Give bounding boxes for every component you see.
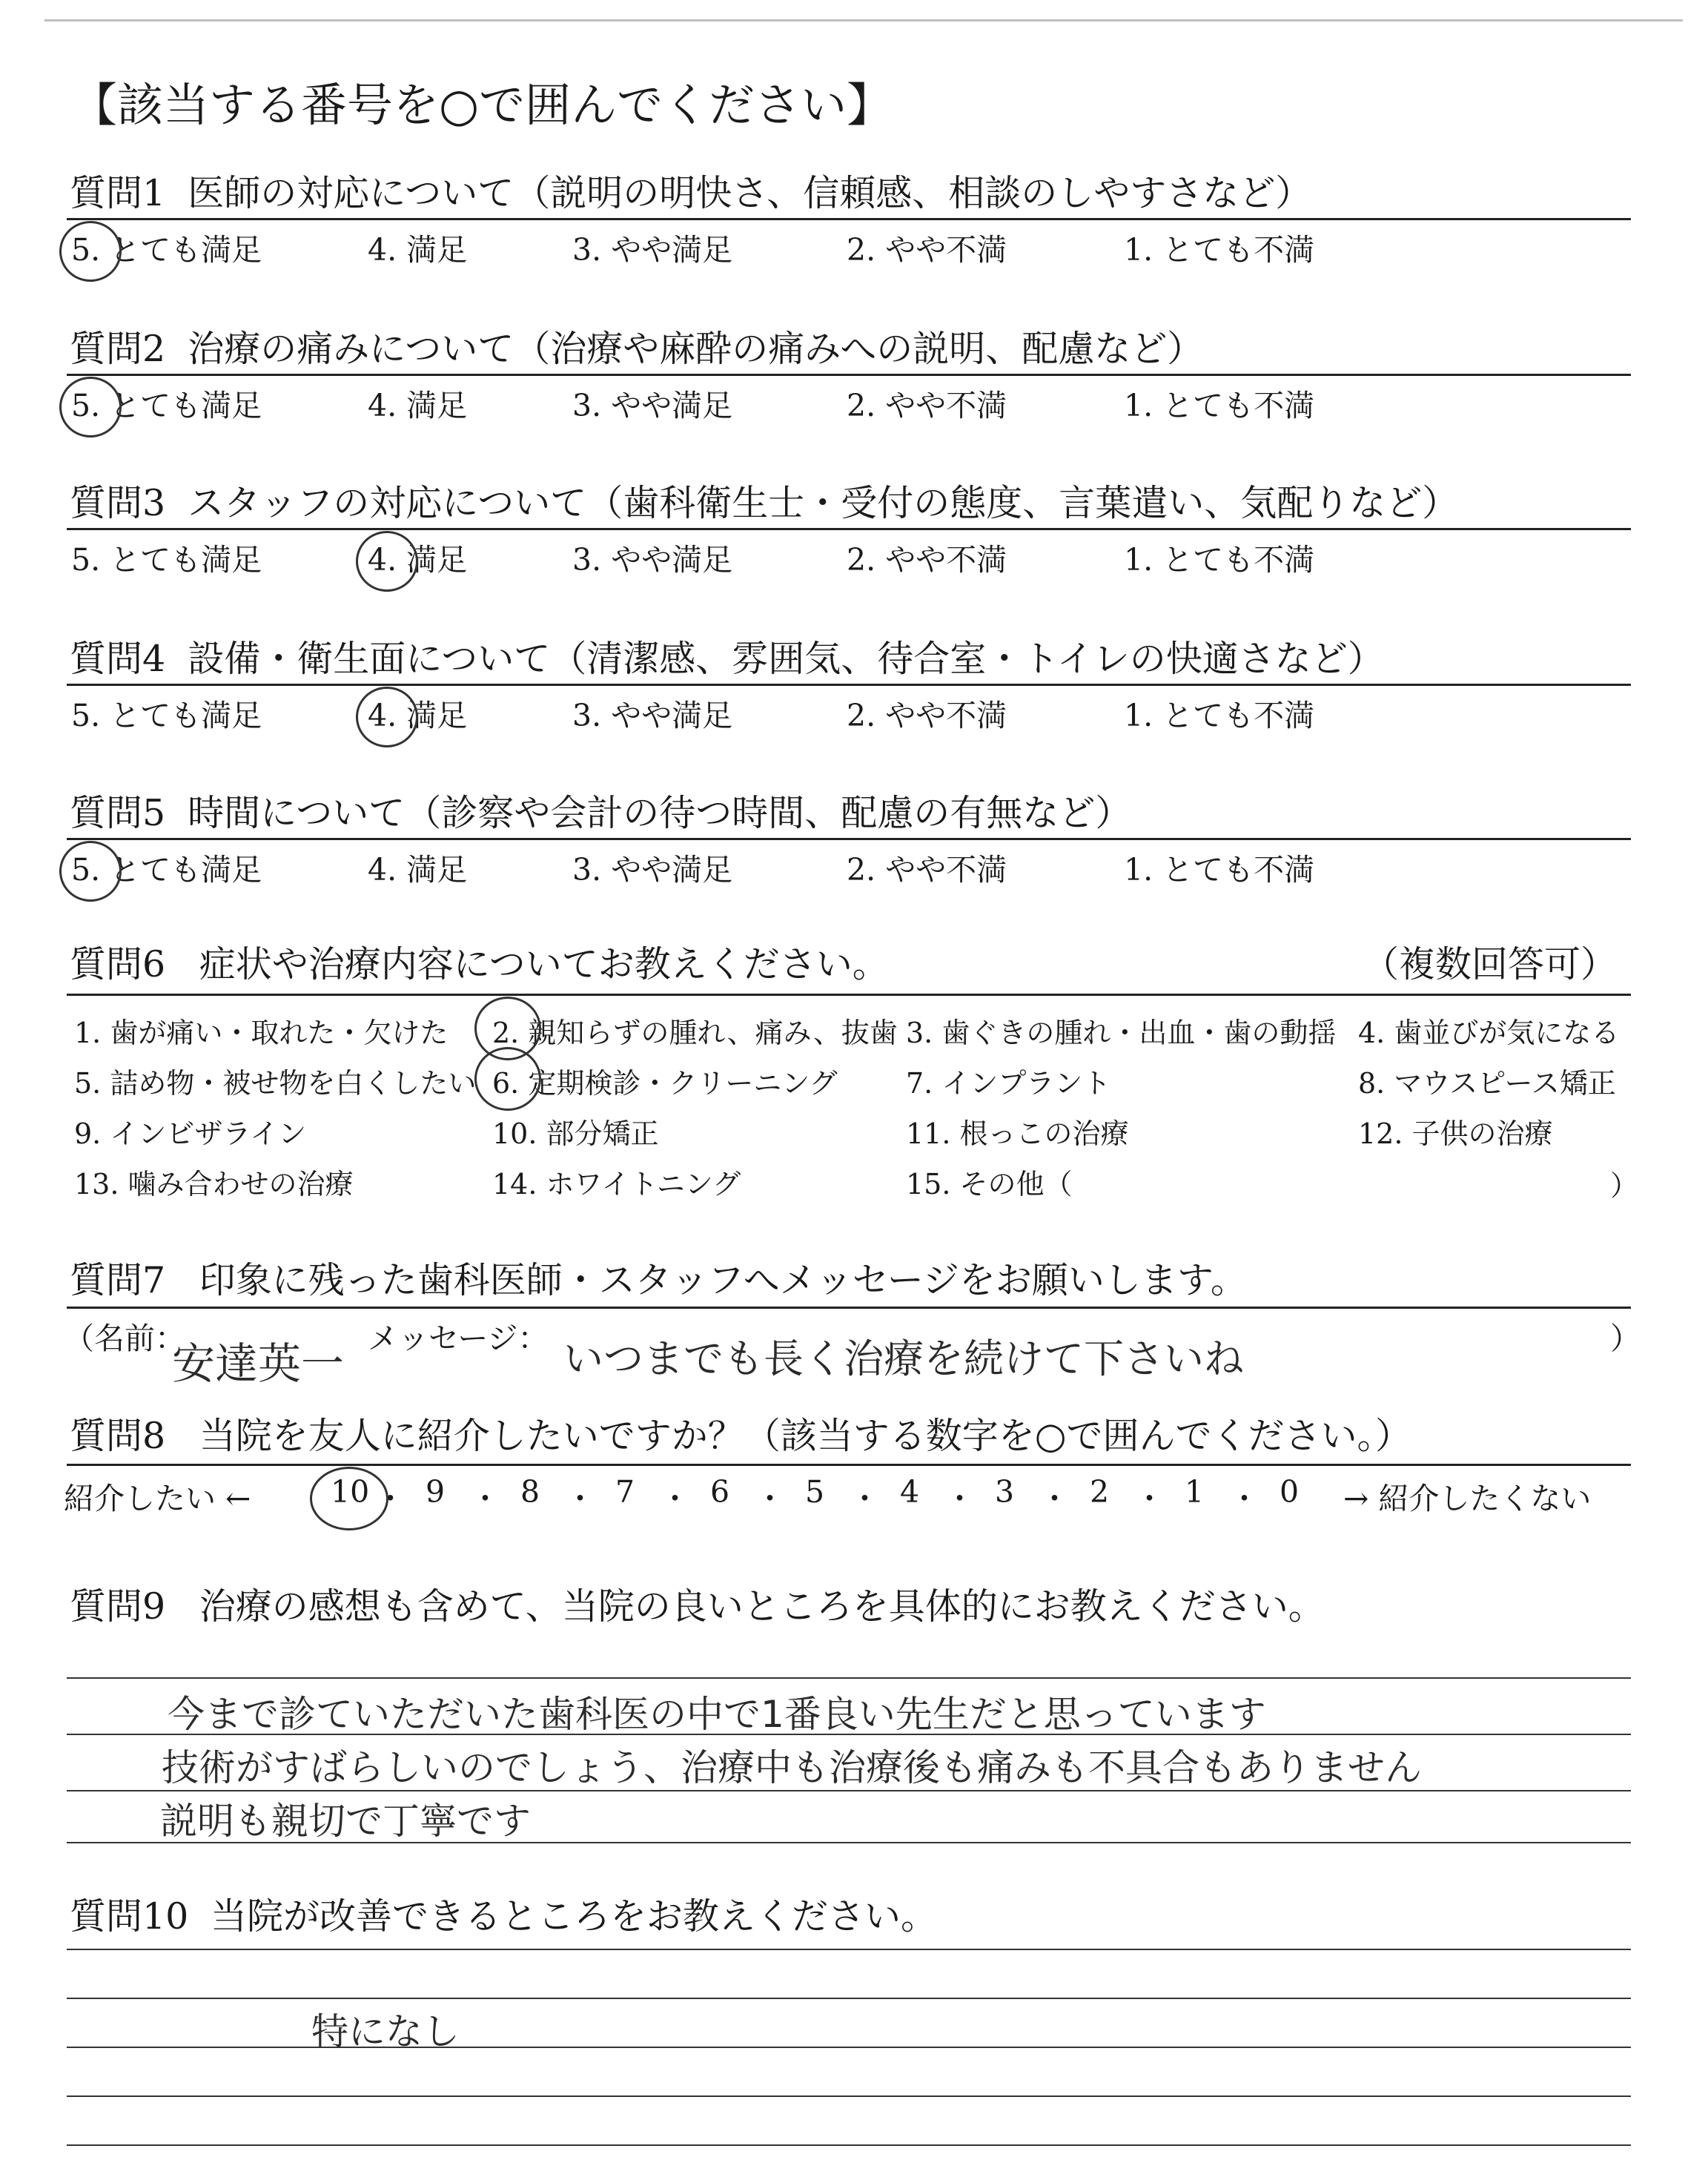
q4-label: 質問4: [70, 638, 166, 680]
q8-scale-6[interactable]: 6: [710, 1474, 730, 1510]
q10-line-4: [67, 2095, 1631, 2097]
q6-option-2[interactable]: 2. 親知らずの腫れ、痛み、抜歯: [492, 1017, 898, 1049]
q4-text: 設備・衛生面について（清潔感、雰囲気、待合室・トイレの快適さなど）: [188, 638, 1384, 680]
q8-scale-2[interactable]: 2: [1090, 1474, 1110, 1510]
q8-heading: [70, 1407, 1411, 1459]
q8-scale-7[interactable]: 7: [615, 1474, 635, 1510]
q8-separator: ・: [850, 1481, 880, 1516]
q8-scale-1[interactable]: 1: [1185, 1474, 1205, 1510]
q9-text: 治療の感想も含めて、当院の良いところを具体的にお教えください。: [199, 1585, 1325, 1628]
q3-option-3[interactable]: 3. やや満足: [572, 542, 733, 578]
q8-separator: ・: [755, 1481, 785, 1516]
q9-heading: [70, 1578, 1325, 1630]
q6-option-1[interactable]: 1. 歯が痛い・取れた・欠けた: [74, 1017, 448, 1049]
q8-right-label: → 紹介したくない: [1343, 1481, 1592, 1516]
q3-heading: [70, 475, 1458, 526]
q5-selection-circle: [59, 841, 122, 902]
q6-option-13[interactable]: 13. 噛み合わせの治療: [74, 1168, 354, 1200]
q7-label: 質問7: [70, 1259, 166, 1301]
q6-note: （複数回答可）: [1363, 943, 1618, 985]
q7-message-value[interactable]: いつまでも長く治療を続けて下さいね: [563, 1335, 1244, 1382]
q8-label: 質問8: [70, 1415, 166, 1457]
q8-rule: [67, 1464, 1631, 1466]
q2-option-5[interactable]: 5. とても満足: [71, 388, 262, 423]
q2-option-4[interactable]: 4. 満足: [368, 388, 468, 423]
q8-scale-4[interactable]: 4: [900, 1474, 920, 1510]
q6-option-11[interactable]: 11. 根っこの治療: [906, 1117, 1129, 1150]
q4-option-2[interactable]: 2. やや不満: [847, 698, 1007, 733]
q5-option-2[interactable]: 2. やや不満: [847, 852, 1007, 888]
q1-option-2[interactable]: 2. やや不満: [847, 232, 1007, 268]
q8-text: 当院を友人に紹介したいですか？（該当する数字を○で囲んでください。）: [199, 1415, 1412, 1457]
q6-option-14[interactable]: 14. ホワイトニング: [492, 1168, 741, 1200]
q2-option-2[interactable]: 2. やや不満: [847, 388, 1007, 423]
q2-rule: [67, 374, 1631, 376]
q9-label: 質問9: [70, 1585, 166, 1628]
q1-option-1[interactable]: 1. とても不満: [1124, 232, 1315, 268]
q5-heading: [70, 785, 1131, 836]
q4-rule: [67, 684, 1631, 686]
q9-line-1: [67, 1677, 1631, 1679]
q3-option-5[interactable]: 5. とても満足: [71, 542, 262, 578]
q4-option-3[interactable]: 3. やや満足: [572, 698, 733, 733]
q7-heading: [70, 1252, 1247, 1304]
q1-rule: [67, 218, 1631, 220]
q6-option-7[interactable]: 7. インプラント: [906, 1067, 1111, 1100]
q3-selection-circle: [356, 531, 418, 592]
q6-selection-circle-6: [474, 1047, 541, 1111]
q6-label: 質問6: [70, 943, 166, 985]
q1-heading: [70, 165, 1311, 217]
q4-option-1[interactable]: 1. とても不満: [1124, 698, 1315, 733]
q9-answer-line-1[interactable]: 今まで診ていただいた歯科医の中で1番良い先生だと思っています: [168, 1693, 1266, 1736]
q1-text: 医師の対応について（説明の明快さ、信頼感、相談のしやすさなど）: [188, 172, 1312, 214]
q10-answer[interactable]: 特になし: [311, 2010, 460, 2053]
q10-line-2: [67, 1998, 1631, 1999]
q3-option-1[interactable]: 1. とても不満: [1124, 542, 1315, 578]
q5-option-1[interactable]: 1. とても不満: [1124, 852, 1315, 888]
q6-close-paren: ）: [1610, 1169, 1639, 1202]
q1-option-3[interactable]: 3. やや満足: [572, 232, 733, 268]
q8-scale-8[interactable]: 8: [520, 1474, 540, 1510]
q7-name-label: （名前：: [64, 1321, 185, 1356]
q7-rule: [67, 1307, 1631, 1309]
q8-scale-10[interactable]: 10: [331, 1474, 370, 1510]
q3-label: 質問3: [70, 482, 166, 524]
q6-rule: [67, 994, 1631, 996]
q3-option-4[interactable]: 4. 満足: [368, 542, 468, 578]
q5-option-4[interactable]: 4. 満足: [368, 852, 468, 888]
q5-option-5[interactable]: 5. とても満足: [71, 852, 262, 888]
q2-selection-circle: [59, 377, 122, 437]
q8-separator: ・: [470, 1481, 500, 1516]
q4-selection-circle: [356, 687, 418, 747]
q10-heading: [70, 1888, 937, 1940]
q8-separator: ・: [565, 1481, 595, 1516]
q3-rule: [67, 528, 1631, 530]
q8-separator: ・: [660, 1481, 690, 1516]
q5-label: 質問5: [70, 792, 166, 834]
q7-close-paren: ）: [1610, 1321, 1641, 1356]
q7-message-label: メッセージ：: [368, 1321, 549, 1356]
q8-separator: ・: [1134, 1481, 1165, 1516]
q8-selection-circle: [310, 1467, 388, 1530]
q1-option-5[interactable]: 5. とても満足: [71, 232, 262, 268]
q6-option-6[interactable]: 6. 定期検診・クリーニング: [492, 1067, 838, 1100]
q10-line-1: [67, 1949, 1631, 1950]
q8-scale-3[interactable]: 3: [995, 1474, 1015, 1510]
q6-option-9[interactable]: 9. インビザライン: [74, 1117, 307, 1150]
q8-separator: ・: [1039, 1481, 1070, 1516]
q5-text: 時間について（診察や会計の待つ時間、配慮の有無など）: [188, 792, 1132, 834]
page-title: 【該当する番号を○で囲んでください】: [71, 78, 893, 132]
q9-answer-line-3[interactable]: 説明も親切で丁寧です: [160, 1800, 531, 1843]
top-border: [44, 19, 1683, 22]
q5-rule: [67, 838, 1631, 840]
q10-line-3: [67, 2047, 1631, 2048]
q7-text: 印象に残った歯科医師・スタッフへメッセージをお願いします。: [199, 1259, 1247, 1301]
q6-heading: [70, 936, 889, 988]
q9-answer-line-2[interactable]: 技術がすばらしいのでしょう、治療中も治療後も痛みも不具合もありません: [162, 1746, 1422, 1789]
q8-scale-5[interactable]: 5: [805, 1474, 825, 1510]
q7-name-value[interactable]: 安達英一: [172, 1338, 345, 1389]
q6-option-5[interactable]: 5. 詰め物・被せ物を白くしたい: [74, 1067, 477, 1100]
q8-separator: ・: [944, 1481, 975, 1516]
q8-left-label: 紹介したい ←: [64, 1481, 251, 1516]
q6-option-8[interactable]: 8. マウスピース矯正: [1358, 1067, 1616, 1100]
q3-text: スタッフの対応について（歯科衛生士・受付の態度、言葉遣い、気配りなど）: [188, 482, 1459, 524]
q2-text: 治療の痛みについて（治療や麻酔の痛みへの説明、配慮など）: [188, 328, 1204, 370]
q8-separator: ・: [1229, 1481, 1260, 1516]
q3-option-2[interactable]: 2. やや不満: [847, 542, 1007, 578]
q8-scale-9[interactable]: 9: [426, 1474, 446, 1510]
q2-option-1[interactable]: 1. とても不満: [1124, 388, 1315, 423]
q8-scale-0[interactable]: 0: [1280, 1474, 1300, 1510]
q6-option-12[interactable]: 12. 子供の治療: [1358, 1117, 1553, 1150]
q6-option-15[interactable]: 15. その他（: [906, 1168, 1073, 1200]
q2-label: 質問2: [70, 328, 166, 370]
q4-heading: [70, 630, 1384, 682]
q6-option-4[interactable]: 4. 歯並びが気になる: [1358, 1017, 1620, 1049]
q2-option-3[interactable]: 3. やや満足: [572, 388, 733, 423]
q10-text: 当院が改善できるところをお教えください。: [210, 1895, 937, 1938]
q10-label: 質問10: [70, 1895, 189, 1938]
q5-option-3[interactable]: 3. やや満足: [572, 852, 733, 888]
q2-heading: [70, 320, 1203, 372]
q4-option-5[interactable]: 5. とても満足: [71, 698, 262, 733]
q8-separator: ・: [375, 1481, 406, 1516]
q6-text: 症状や治療内容についてお教えください。: [199, 943, 889, 985]
q6-option-3[interactable]: 3. 歯ぐきの腫れ・出血・歯の動揺: [906, 1017, 1337, 1049]
q4-option-4[interactable]: 4. 満足: [368, 698, 468, 733]
q1-option-4[interactable]: 4. 満足: [368, 232, 468, 268]
q6-option-10[interactable]: 10. 部分矯正: [492, 1117, 659, 1150]
q10-line-5: [67, 2144, 1631, 2146]
q1-selection-circle: [59, 221, 122, 282]
q1-label: 質問1: [70, 172, 166, 214]
